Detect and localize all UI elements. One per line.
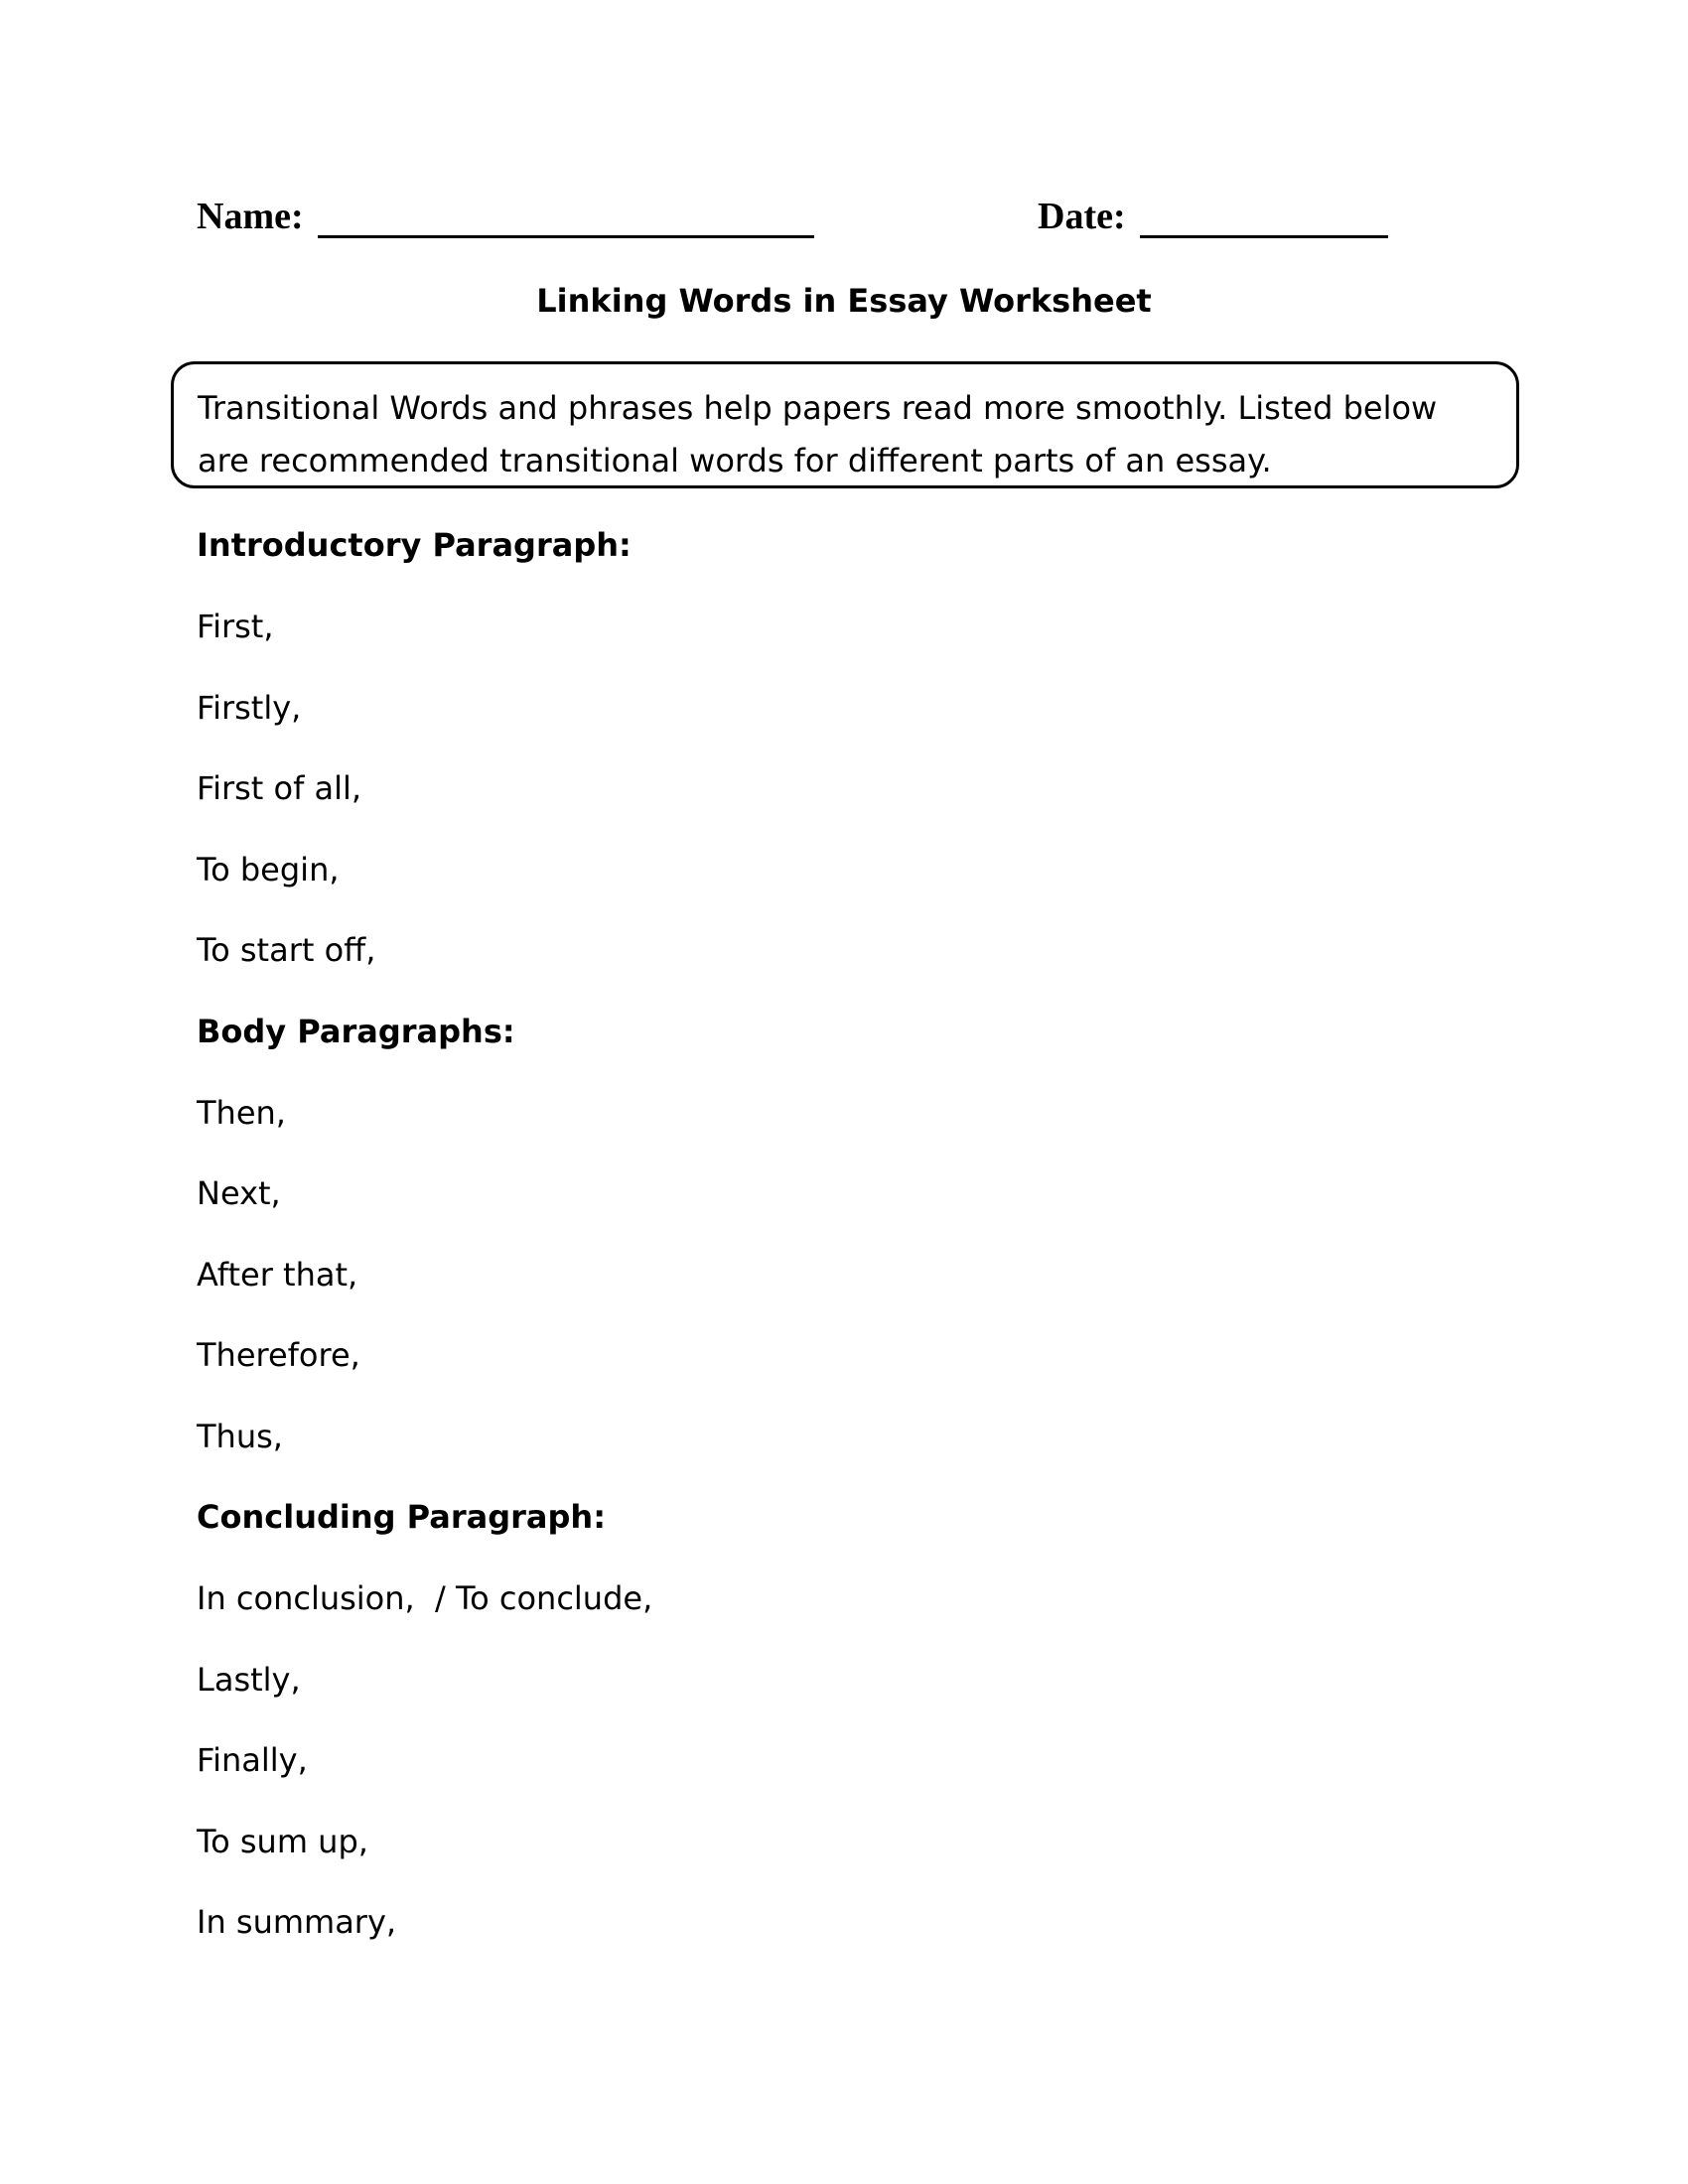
list-item: Therefore, [197, 1336, 360, 1374]
list-item: Thus, [197, 1417, 283, 1455]
list-item: To begin, [197, 850, 340, 888]
date-field [1038, 195, 1388, 238]
section-concluding [197, 1486, 652, 1973]
list-item: Finally, [197, 1741, 308, 1779]
intro-text: Transitional Words and phrases help papers read more smoothly. Listed below are recommended transitional words for different parts of an essay. [198, 389, 1438, 479]
name-field [197, 195, 814, 238]
section-body [197, 1001, 652, 1487]
list-item: To sum up, [197, 1822, 368, 1860]
name-label: Name: [197, 196, 304, 237]
section-heading: Concluding Paragraph: [197, 1498, 606, 1536]
list-item: First of all, [197, 769, 362, 807]
transition-word-list [197, 514, 652, 1973]
section-heading: Body Paragraphs: [197, 1012, 515, 1050]
intro-box [171, 361, 1519, 488]
list-item: To start off, [197, 931, 376, 969]
date-blank-line[interactable] [1140, 196, 1388, 238]
list-item: Then, [197, 1093, 286, 1132]
name-blank-line[interactable] [318, 196, 814, 238]
list-item: Lastly, [197, 1660, 301, 1699]
section-heading: Introductory Paragraph: [197, 526, 632, 564]
list-item: Next, [197, 1174, 281, 1212]
list-item: Firstly, [197, 688, 302, 727]
worksheet-header [197, 195, 1388, 254]
list-item: In conclusion, / To conclude, [197, 1579, 653, 1617]
list-item: First, [197, 608, 274, 645]
list-item: After that, [197, 1255, 358, 1294]
worksheet-title: Linking Words in Essay Worksheet [536, 282, 1152, 320]
date-label: Date: [1038, 196, 1126, 237]
list-item: In summary, [197, 1903, 397, 1941]
section-introductory [197, 514, 652, 1001]
